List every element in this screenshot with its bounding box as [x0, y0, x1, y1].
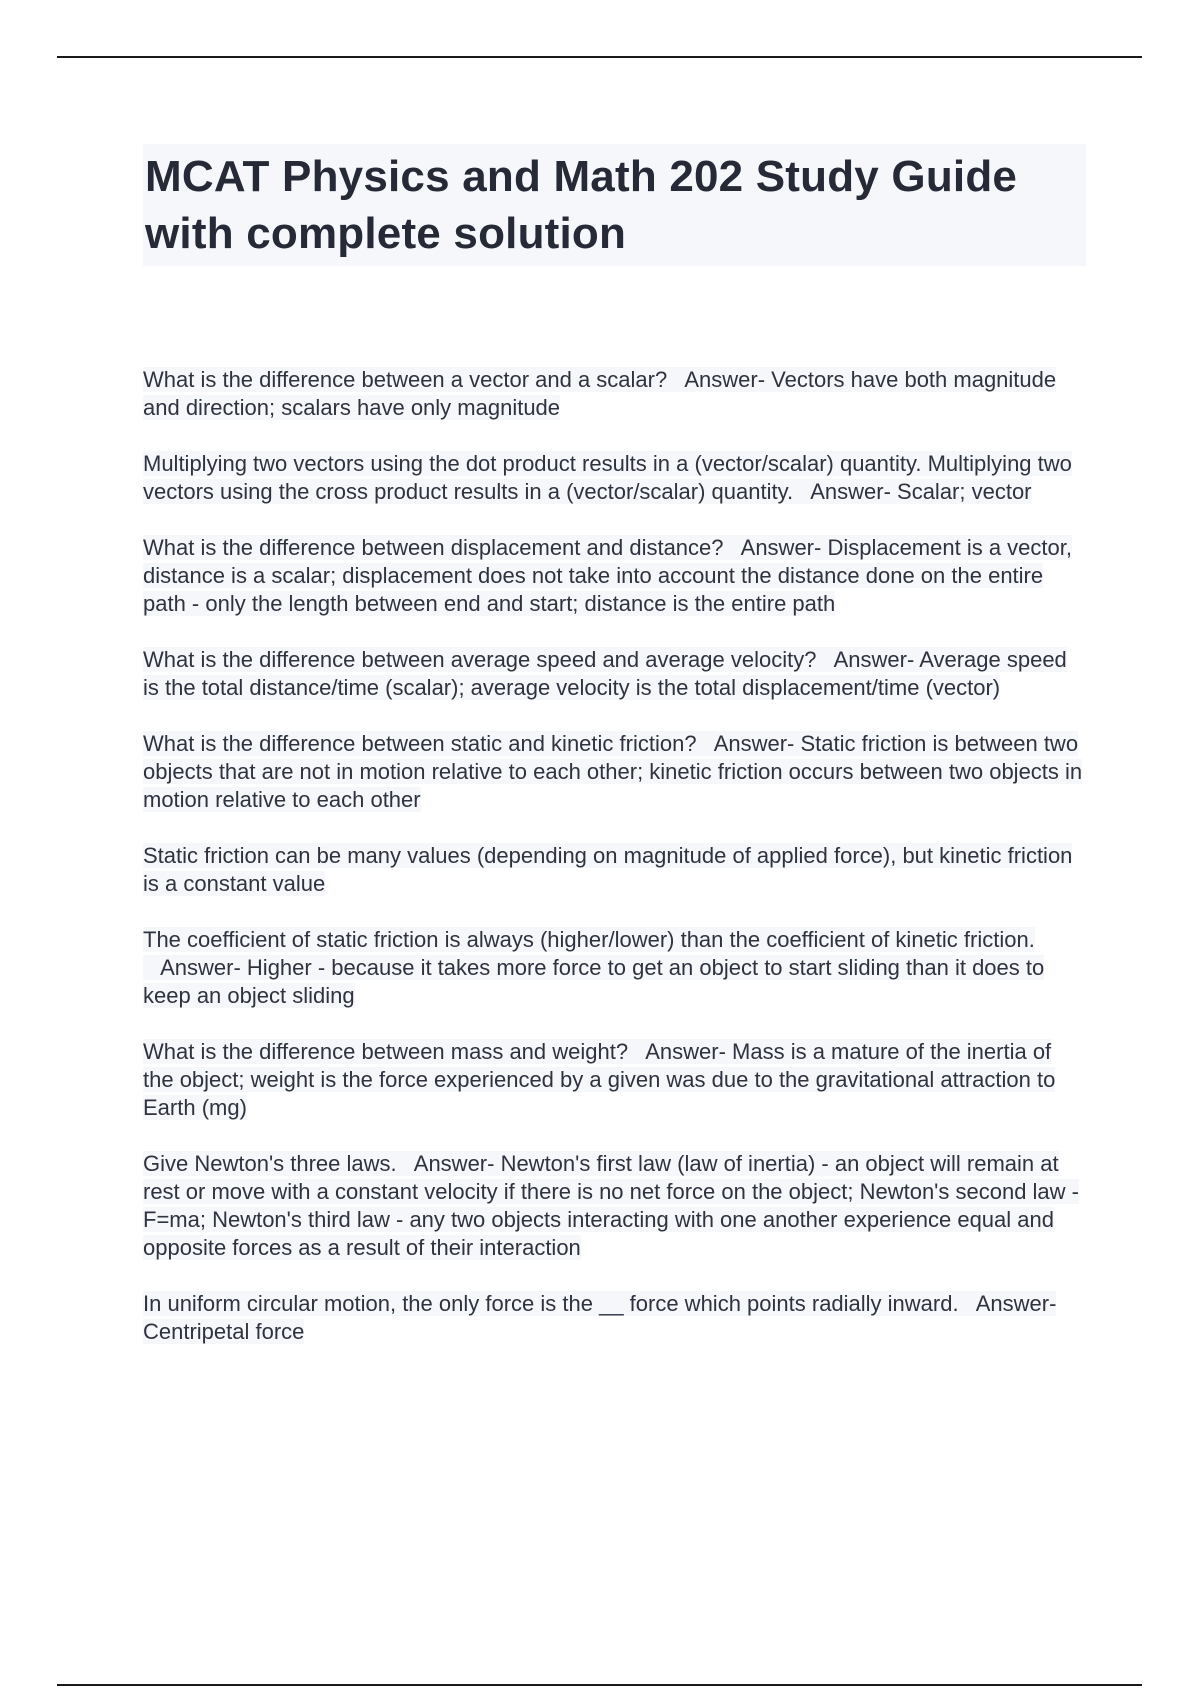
question-text: Give Newton's three laws. — [143, 1151, 397, 1176]
qa-item-8 — [143, 1038, 1083, 1122]
question-text: Multiplying two vectors using the dot product results in a (vector/scalar) quantity. Multiplying two vectors using the cross product results in a (vector/scalar) quantity. — [143, 451, 1072, 504]
bottom-divider — [57, 1684, 1142, 1686]
qa-item-2 — [143, 450, 1083, 506]
answer-text: Answer- Higher - because it takes more force to get an object to start sliding than it does to keep an object sliding — [143, 955, 1045, 1008]
answer-text: Answer- Displacement is a vector, distance is a scalar; displacement does not take into account the distance done on the entire path - only the length between end and start; distance is the entire path — [143, 535, 1072, 616]
question-text: What is the difference between a vector and a scalar? — [143, 367, 668, 392]
question-text: In uniform circular motion, the only force is the __ force which points radially inward. — [143, 1291, 959, 1316]
answer-text: Answer- Newton's first law (law of inertia) - an object will remain at rest or move with a constant velocity if there is no net force on the object; Newton's second law - F=ma; Newton's third law - any two objects interacting with one another experience equal and opposite forces as a result of their interaction — [143, 1151, 1079, 1260]
qa-list — [143, 366, 1083, 1374]
answer-text: Answer- Average speed is the total distance/time (scalar); average velocity is the total displacement/time (vector) — [143, 647, 1067, 700]
answer-text: Answer- Vectors have both magnitude and direction; scalars have only magnitude — [143, 367, 1057, 420]
qa-item-10 — [143, 1290, 1083, 1346]
title-block — [143, 144, 1086, 266]
qa-item-6 — [143, 842, 1083, 898]
qa-item-7 — [143, 926, 1083, 1010]
question-text: Static friction can be many values (depending on magnitude of applied force), but kinetic friction is a constant value — [143, 843, 1073, 896]
question-text: What is the difference between displacement and distance? — [143, 535, 724, 560]
qa-item-5 — [143, 730, 1083, 814]
answer-text: Answer- Mass is a mature of the inertia of the object; weight is the force experienced by a given was due to the gravitational attraction to Earth (mg) — [143, 1039, 1056, 1120]
question-text: What is the difference between static and kinetic friction? — [143, 731, 697, 756]
question-text: The coefficient of static friction is always (higher/lower) than the coefficient of kinetic friction. — [143, 927, 1035, 952]
top-divider — [57, 56, 1142, 58]
qa-item-9 — [143, 1150, 1083, 1262]
answer-text: Answer- Centripetal force — [143, 1291, 1057, 1344]
answer-text: Answer- Scalar; vector — [810, 479, 1032, 504]
qa-item-3 — [143, 534, 1083, 618]
qa-item-4 — [143, 646, 1083, 702]
question-text: What is the difference between mass and weight? — [143, 1039, 629, 1064]
page-title: MCAT Physics and Math 202 Study Guide with complete solution — [145, 152, 1018, 258]
question-text: What is the difference between average speed and average velocity? — [143, 647, 817, 672]
answer-text: Answer- Static friction is between two objects that are not in motion relative to each other; kinetic friction occurs between two objects in motion relative to each other — [143, 731, 1083, 812]
qa-item-1 — [143, 366, 1083, 422]
